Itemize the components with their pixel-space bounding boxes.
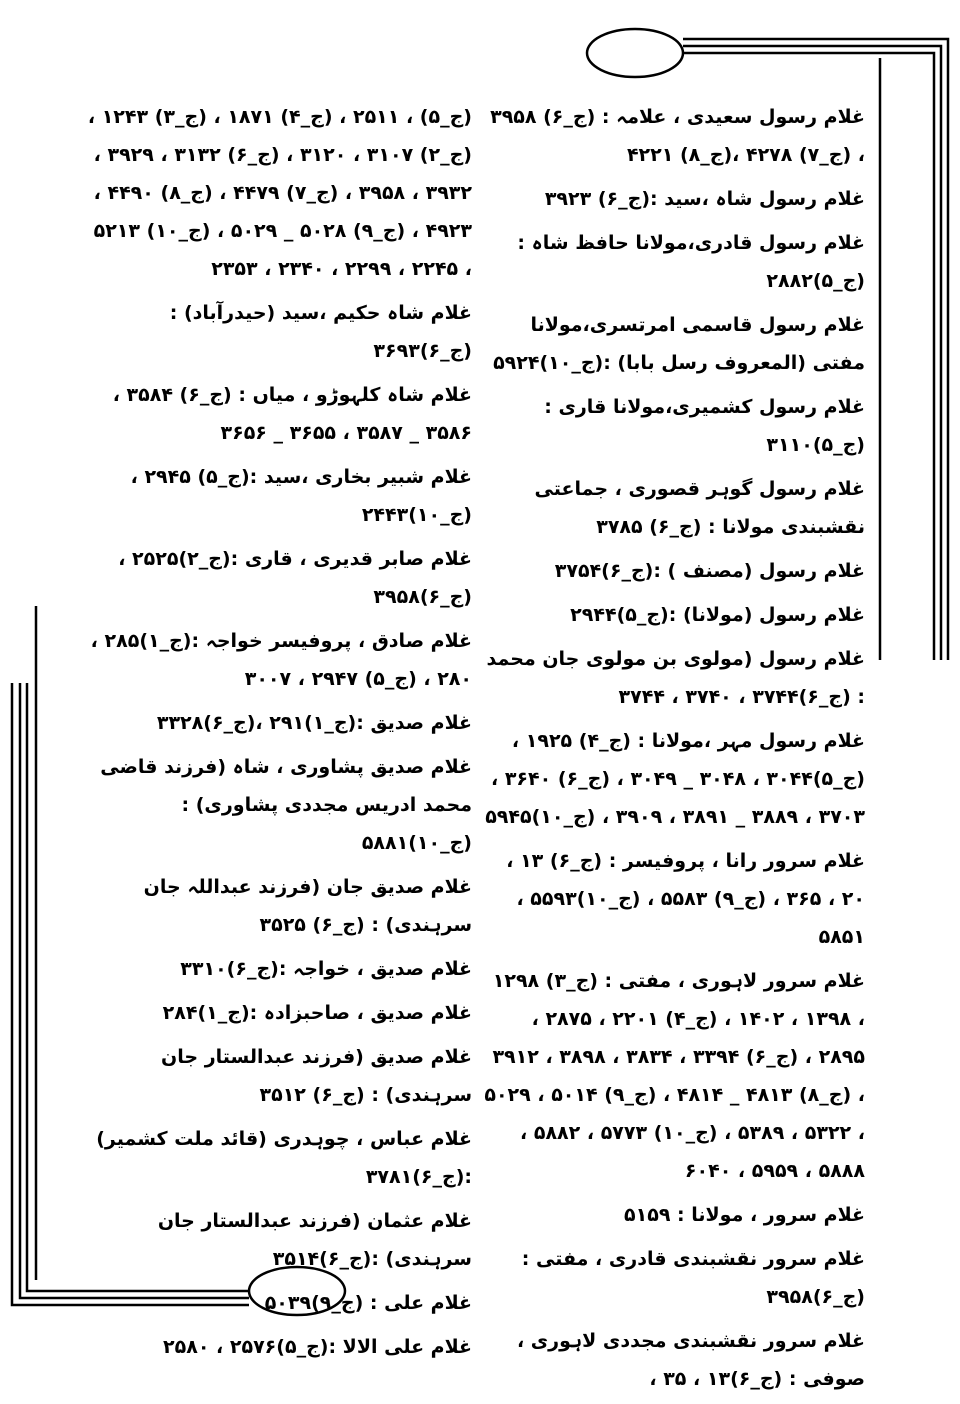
index-entry: غلام رسول گوہر قصوری ، جماعتی نقشبندی مولانا : (ج_۶) ۳۷۸۵ (534, 478, 865, 538)
index-entry: غلام صدیق ، خواجہ :(ج_۶)۳۳۱۰ (180, 958, 472, 980)
index-entry: غلام رسول (مولوی بن مولوی جان محمد : (ج_۶)۳۷۴۴ ، ۳۷۴۰ ، ۳۷۴۴ (486, 648, 865, 708)
index-column-left (87, 98, 472, 1372)
index-entry: غلام رسول قادری،مولانا حافظ شاہ :(ج_۵)۲۸۸۲ (517, 232, 865, 292)
index-entry: غلام علی الالا :(ج_۵)۲۵۷۶ ، ۲۵۸۰ (163, 1336, 472, 1358)
index-entry: غلام صدیق :(ج_۱)۲۹۱ ،(ج_۶)۳۳۲۸ (156, 712, 472, 734)
top-oval-ornament (587, 29, 683, 77)
index-entry: غلام عثمان (فرزند عبدالستار جان سرہندی) :(ج_۶)۳۵۱۴ (157, 1210, 472, 1270)
index-entry: غلام شاہ حکیم ،سید (حیدرآباد) :(ج_۶)۳۶۹۳ (169, 302, 472, 362)
index-entry: غلام شاہ کلہوڑو ، میاں : (ج_۶) ۳۵۸۴ ، ۳۵۸۶ _ ۳۵۸۷ ، ۳۶۵۵ _ ۳۶۵۶ (112, 384, 472, 444)
index-entry: غلام رسول (مصنف ) :(ج_۶)۳۷۵۴ (554, 560, 865, 582)
index-entry: غلام صابر قدیری ، قاری :(ج_۲)۲۵۲۵ ،(ج_۶)۳۹۵۸ (118, 548, 472, 608)
index-entry: غلام سرور ، مولانا : ۵۱۵۹ (624, 1204, 865, 1226)
index-entry: غلام رسول سعیدی ، علامہ : (ج_۶) ۳۹۵۸ ، (ج_۷) ۴۲۷۸ ،(ج_۸) ۴۲۲۱ (490, 106, 865, 166)
index-entry: غلام رسول (مولانا) :(ج_۵)۲۹۴۴ (570, 604, 865, 626)
index-entry: غلام رسول مہر ،مولانا : (ج_۴) ۱۹۲۵ ، (ج_۵)۳۰۴۴ ، ۳۰۴۸ _ ۳۰۴۹ ، (ج_۶) ۳۶۴۰ ، ۳۷۰۳ ، ۳۸۸۹ _ ۳۸۹۱ ، ۳۹۰۹ ، (ج_۱۰)۵۹۴۵ (485, 730, 865, 828)
index-entry: (ج_۵) ، ۲۵۱۱ ، (ج_۴) ۱۸۷۱ ، (ج_۳) ۱۲۴۳ ، (ج_۲) ۳۱۰۷ ، ۳۱۲۰ ، (ج_۶) ۳۱۳۲ ، ۳۹۲۹ ، ۳۹۳۲ ، ۳۹۵۸ ، (ج_۷) ۴۴۷۹ ، (ج_۸) ۴۴۹۰ ، ۴۹۲۳ ، (ج_۹) ۵۰۲۸ _ ۵۰۲۹ ، (ج_۱۰) ۵۲۱۳ ، ۲۲۴۵ ، ۲۲۹۹ ، ۲۳۴۰ ، ۲۳۵۳ (87, 106, 472, 280)
index-entry: غلام علی : (ج_۹)۵۰۳۹ (264, 1292, 472, 1314)
index-entry: غلام سرور نقشبندی مجددی لاہوری ، صوفی : (ج_۶)۱۳ ، ۳۵ ، (516, 1330, 865, 1390)
index-entry: غلام رسول شاہ ،سید :(ج_۶) ۳۹۲۳ (544, 188, 865, 210)
index-entry: غلام صدیق جان (فرزند عبداللہ جان سرہندی) : (ج_۶) ۳۵۲۵ (143, 876, 472, 936)
index-entry: غلام صدیق (فرزند عبدالستار جان سرہندی) : (ج_۶) ۳۵۱۲ (161, 1046, 472, 1106)
index-entry: غلام سرور نقشبندی قادری ، مفتی : (ج_۶)۳۹۵۸ (521, 1248, 865, 1308)
index-entry: غلام شبیر بخاری ،سید :(ج_۵) ۲۹۴۵ ،(ج_۱۰)۲۴۴۳ (130, 466, 472, 526)
index-entry: غلام صدیق پشاوری ، شاہ (فرزند قاضی محمد ادریس مجددی پشاوری) :(ج_۱۰)۵۸۸۱ (100, 756, 472, 854)
index-entry: غلام رسول کشمیری،مولانا قاری :(ج_۵)۳۱۱۰ (544, 396, 865, 456)
index-entry: غلام رسول قاسمی امرتسری،مولانا مفتی (المعروف رسل بابا) :(ج_۱۰)۵۹۲۴ (493, 314, 865, 374)
index-entry: غلام عباس ، چوہدری (قائد ملت کشمیر) :(ج_۶)۳۷۸۱ (96, 1128, 472, 1188)
index-entry: غلام صادق ، پروفیسر خواجہ :(ج_۱)۲۸۵ ، ۲۸۰ ، (ج_۵) ۲۹۴۷ ، ۳۰۰۷ (90, 630, 472, 690)
index-column-right (480, 98, 865, 1404)
index-entry: غلام سرور لاہوری ، مفتی : (ج_۳) ۱۲۹۸ ، ۱۳۹۸ ، ۱۴۰۲ ، (ج_۴) ۲۲۰۱ ، ۲۸۷۵ ، ۲۸۹۵ ، (ج_۶) ۳۳۹۴ ، ۳۸۳۴ ، ۳۸۹۸ ، ۳۹۱۲ ، (ج_۸) ۴۸۱۳ _ ۴۸۱۴ ، (ج_۹) ۵۰۱۴ ، ۵۰۲۹ ، ۵۳۲۲ ، ۵۳۸۹ ، (ج_۱۰) ۵۷۷۳ ، ۵۸۸۲ ، ۵۸۸۸ ، ۵۹۵۹ ، ۶۰۴۰ (484, 970, 865, 1182)
index-entry: غلام صدیق ، صاحبزادہ :(ج_۱)۲۸۴ (162, 1002, 472, 1024)
index-entry: غلام سرور رانا ، پروفیسر : (ج_۶) ۱۳ ، ۲۰ ، ۳۶۵ ، (ج_۹) ۵۵۸۳ ، (ج_۱۰)۵۵۹۳ ، ۵۸۵۱ (506, 850, 865, 948)
